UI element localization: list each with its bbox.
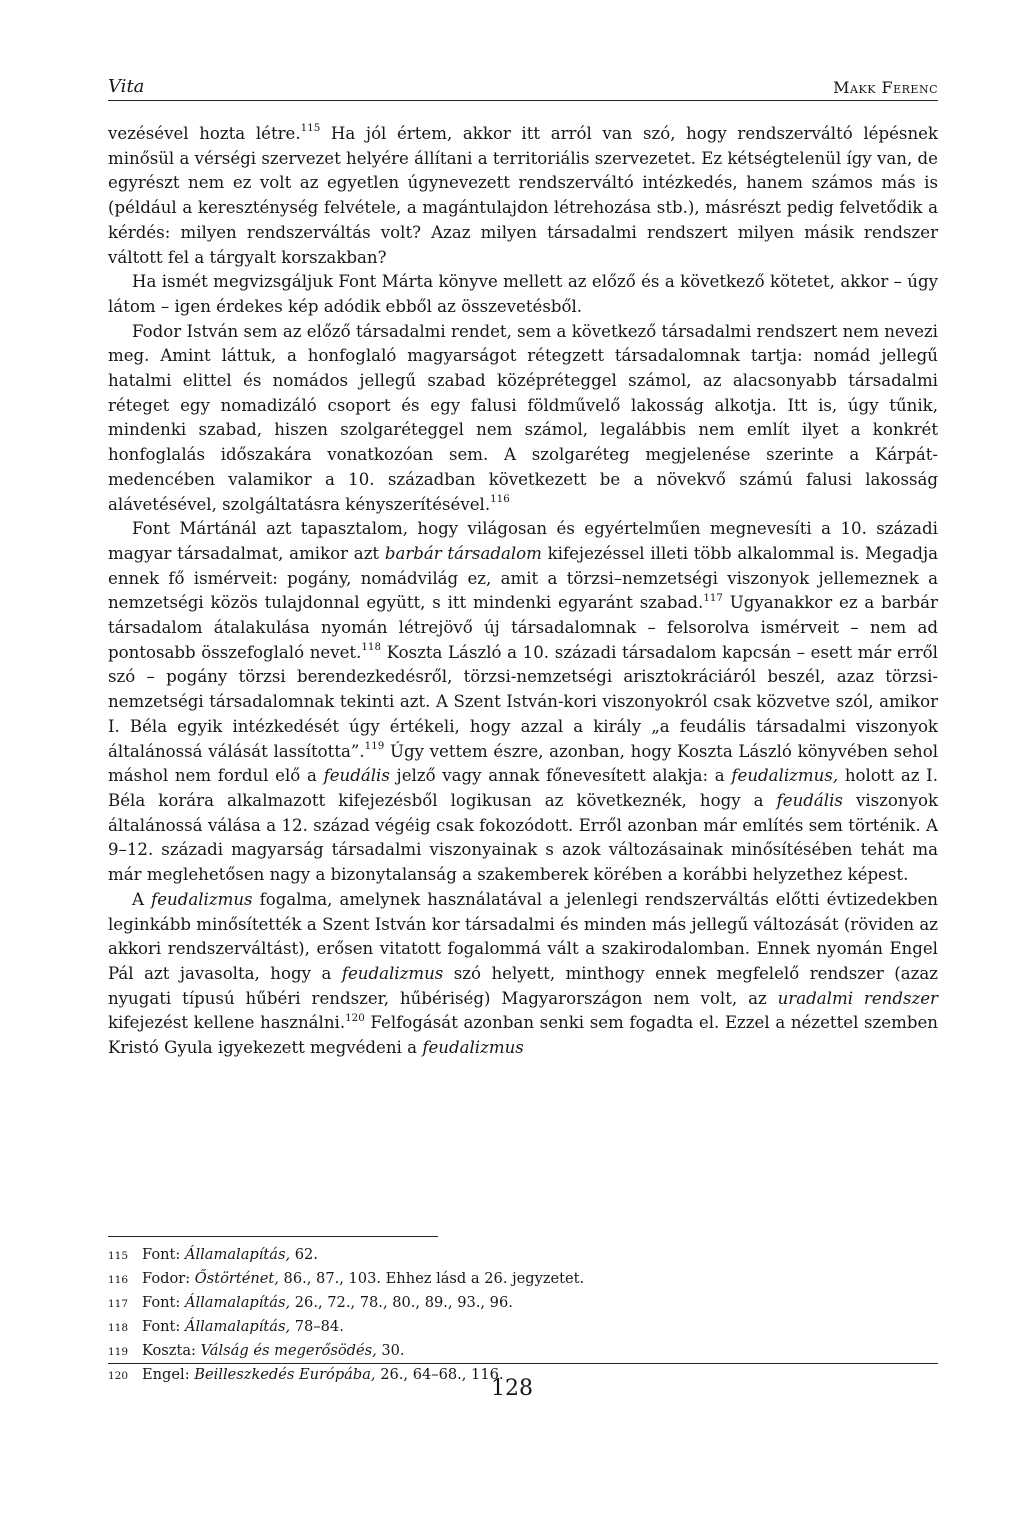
footnote xyxy=(108,1268,938,1292)
text-run: Felfogását azonban senki sem fogadta el. Ezzel a nézettel szemben Kristó Gyula igyekezett megvédeni a xyxy=(108,1013,938,1058)
text-run: jelző vagy annak főnevesített alakja: a xyxy=(389,766,732,786)
footnote-text xyxy=(142,1340,405,1364)
text-run: Ha jól értem, akkor itt arról van szó, hogy rendszerváltó lépésnek minősül a vérségi szervezet helyére állítani a territoriális szervezetet. Ez kétségtelenül így van, de egyrészt nem ez volt az egyetlen úgynevezett rendszerváltó intézkedés, hanem számos más is (például a kereszténység felvétele, a magántulajdon létrehozása stb.), másrészt pedig felvetődik a kérdés: milyen rendszerváltás volt? Azaz milyen társadalmi rendszert milyen másik rendszer váltott fel a tárgyalt korszakban? xyxy=(108,124,939,267)
footnote-text xyxy=(142,1244,318,1268)
text-run: 30. xyxy=(376,1341,405,1359)
text-run: kifejezést kellene használni. xyxy=(108,1013,346,1033)
italic-text: feudalizmus xyxy=(151,889,253,909)
running-header xyxy=(108,76,938,101)
page-number: 128 xyxy=(491,1376,533,1401)
text-run: Ugyanakkor ez a barbár társadalom átalakulása nyomán létrejövő új társadalomnak – felsorolva ismérveit – nem ad pontosabb összefoglaló nevet. xyxy=(108,593,938,662)
footnote xyxy=(108,1316,938,1340)
italic-text: Őstörténet, xyxy=(194,1269,279,1287)
footnote-ref: 120 xyxy=(345,1011,365,1024)
paragraph xyxy=(108,888,938,1061)
footnote-number: 120 xyxy=(108,1369,129,1382)
italic-text: Beilleszkedés Európába, xyxy=(194,1365,376,1383)
footnote-ref: 116 xyxy=(490,493,510,505)
text-run: viszonyok általánossá válása a 12. század végéig csak fokozódott. Erről azonban már említés sem történik. A 9–12. századi magyarság társadalmi viszonyainak s azok változásainak minősítésében tehát ma már meglehetősen nagy a bizonytalanság a szakemberek körében a korábbi helyzethez képest. xyxy=(108,790,939,885)
italic-text: uradalmi rendszer xyxy=(777,988,938,1008)
footnote-separator xyxy=(108,1236,438,1237)
text-run: Fodor: xyxy=(142,1269,195,1287)
italic-text: barbár társadalom xyxy=(384,543,542,563)
text-run: Koszta: xyxy=(142,1341,201,1359)
footnotes xyxy=(108,1236,938,1387)
footnote-text xyxy=(142,1268,584,1292)
italic-text: Válság és megerősödés, xyxy=(200,1341,377,1359)
footnote-number: 118 xyxy=(108,1321,129,1334)
text-run: A xyxy=(132,889,152,909)
footnote xyxy=(108,1244,938,1268)
italic-text: feudalizmus xyxy=(422,1038,524,1058)
footnote-ref: 118 xyxy=(361,641,381,654)
text-run: Font: xyxy=(142,1317,185,1335)
paragraph xyxy=(108,270,938,319)
footnote-number: 115 xyxy=(108,1250,129,1262)
text-run: Engel: xyxy=(142,1365,195,1383)
italic-text: feudális xyxy=(323,766,390,786)
text-run: 62. xyxy=(290,1246,318,1263)
footnote-text xyxy=(142,1292,513,1316)
footnote-number: 116 xyxy=(108,1273,129,1286)
italic-text: Államalapítás, xyxy=(184,1246,291,1263)
italic-text: Államalapítás, xyxy=(184,1317,291,1335)
footnote-number: 119 xyxy=(108,1345,129,1358)
text-run: Koszta László a 10. századi társadalom kapcsán – esett már erről szó – pogány törzsi berendezkedésről, törzsi-nemzetségi arisztokráciáról beszél, azaz törzsi-nemzetségi társadalomnak tekinti azt. A Szent István-kori viszonyokról csak közvetve szól, amikor I. Béla egyik intézkedését úgy értékeli, hogy azzal a király „a feudális társadalmi viszonyok általánossá válását lassította”. xyxy=(108,642,938,761)
header-section: Vita xyxy=(108,76,145,97)
text-run: 26., 64–68., 116. xyxy=(375,1365,504,1383)
text-run: Font: xyxy=(142,1246,185,1263)
text-run: fogalma, amelynek használatával a jelenlegi rendszerváltás előtti évtizedekben leginkább minősítették a Szent István kor társadalmi és minden más jellegű változását (röviden az akkori rendszerváltást), erősen vitatott fogalommá vált a szakirodalomban. Ennek nyomán Engel Pál azt javasolta, hogy a xyxy=(108,889,938,983)
paragraph xyxy=(108,517,938,888)
text-run: 26., 72., 78., 80., 89., 93., 96. xyxy=(290,1293,513,1311)
text-run: holott az I. Béla korára alkalmazott kifejezésből logikusan az következnék, hogy a xyxy=(108,766,938,810)
italic-text: feudalizmus, xyxy=(731,766,839,786)
body-text xyxy=(108,122,938,1061)
text-run: 86., 87., 103. Ehhez lásd a 26. jegyzetet. xyxy=(278,1269,585,1287)
text-run: Ha ismét megvizsgáljuk Font Márta könyve mellett az előző és a következő kötetet, akkor – úgy látom – igen érdekes kép adódik ebből az összevetésből. xyxy=(108,272,938,316)
footnote-text xyxy=(142,1316,344,1340)
text-run: Font Mártánál azt tapasztalom, hogy világosan és egyértelműen megnevesíti a 10. századi magyar társadalmat, amikor azt xyxy=(108,519,938,563)
italic-text: Államalapítás, xyxy=(184,1293,291,1311)
footer-rule xyxy=(108,1363,938,1364)
text-run: Úgy vettem észre, azonban, hogy Koszta László könyvében sehol máshol nem fordul elő a xyxy=(108,741,939,786)
text-run: vezésével hozta létre. xyxy=(108,124,301,143)
text-run: szó helyett, minthogy ennek megfelelő rendszer (azaz nyugati típusú hűbéri rendszer, hűbériség) Magyarországon nem volt, az xyxy=(108,963,938,1008)
paragraph xyxy=(108,320,938,518)
text-run: 78–84. xyxy=(290,1317,344,1335)
paragraph xyxy=(108,122,938,270)
footnote xyxy=(108,1292,938,1316)
italic-text: feudális xyxy=(776,790,843,810)
footnote-number: 117 xyxy=(108,1297,129,1310)
footnote-ref: 119 xyxy=(364,740,385,753)
text-run: Fodor István sem az előző társadalmi rendet, sem a következő társadalmi rendszert nem nevezi meg. Amint láttuk, a honfoglaló magyarságot rétegzett társadalomnak tartja: nomád jellegű hatalmi elittel és nomádos jellegű szabad középréteggel számol, az alacsonyabb társadalmi réteget egy nomadizáló csoport és egy falusi földművelő lakosság alkotja. Itt is, úgy tűnik, mindenki szabad, hiszen szolgaréteggel nem számol, legalábbis nem említ ilyet a konkrét honfoglalás időszakára vonatkozóan sem. A szolgaréteg megjelenése szerinte a Kárpát-medencében valamikor a 10. században következett be a növekvő számú falusi lakosság alávetésével, szolgáltatásra kényszerítésével. xyxy=(108,321,938,514)
header-author: Makk Ferenc xyxy=(833,78,938,97)
footnote-ref: 117 xyxy=(703,591,723,604)
text-run: Font: xyxy=(142,1293,185,1311)
footnote-ref: 115 xyxy=(300,122,321,135)
text-run: kifejezéssel illeti több alkalommal is. Megadja ennek fő ismérveit: pogány, nomádvilág ez, amit a törzsi–nemzetségi viszonyok jellemeznek a nemzetségi közös tulajdonnal együtt, s itt mindenki egyaránt szabad. xyxy=(108,543,939,613)
italic-text: feudalizmus xyxy=(341,963,444,983)
footnote xyxy=(108,1340,938,1364)
